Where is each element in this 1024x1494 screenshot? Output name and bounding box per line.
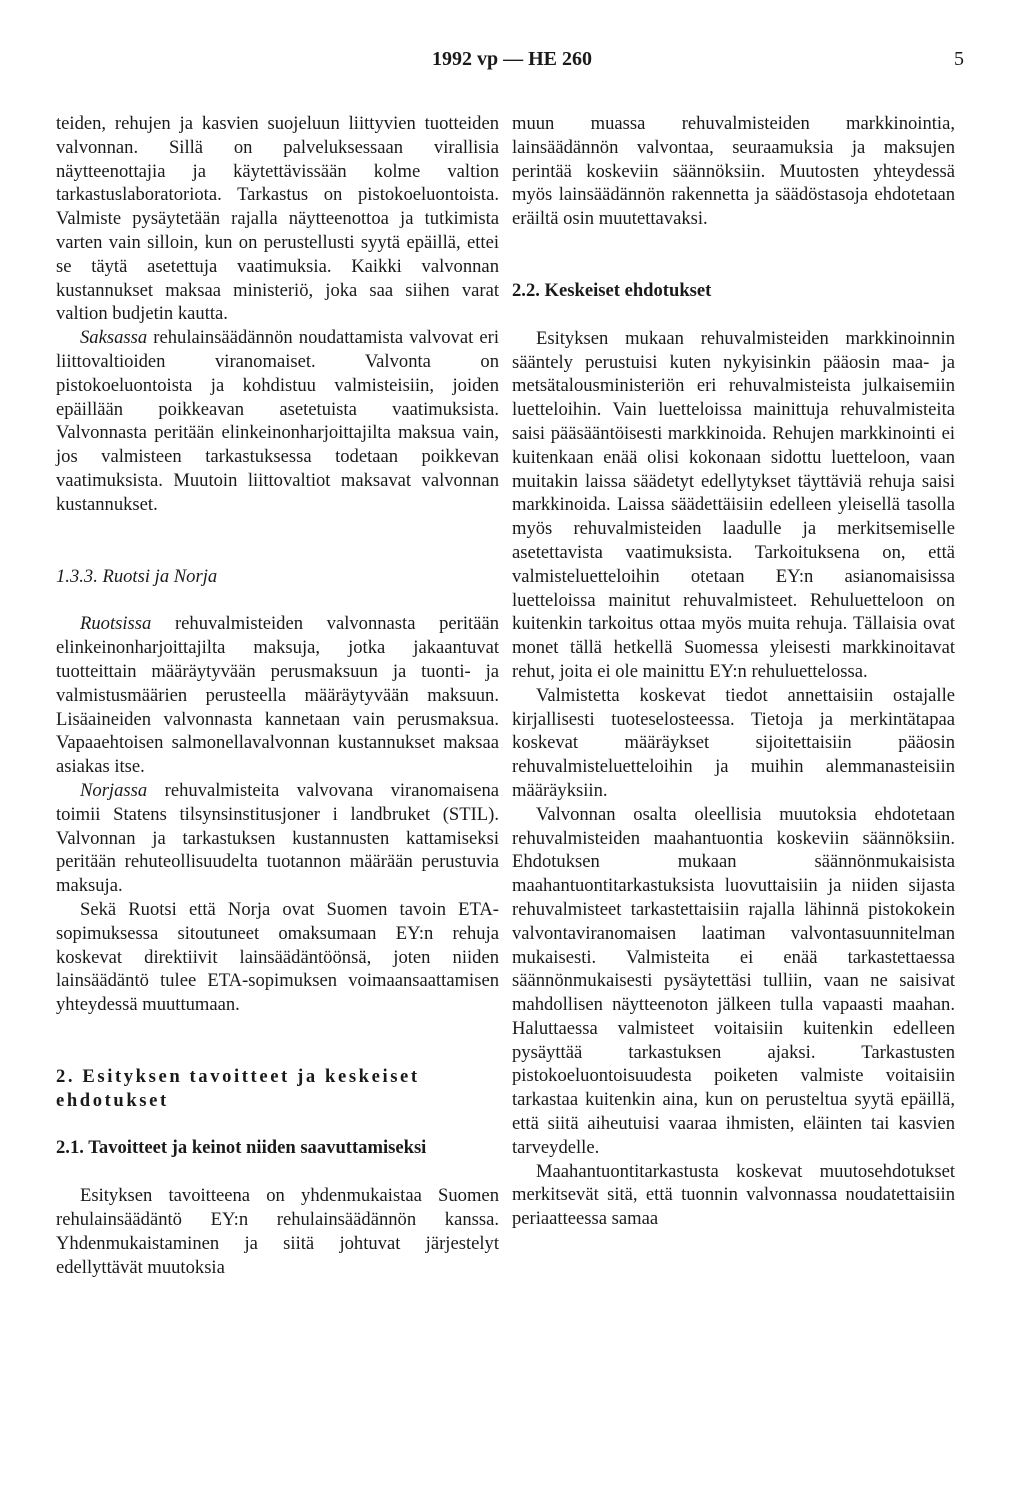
paragraph: muun muassa rehuvalmisteiden markkinointia, lainsäädännön valvontaa, seuraamuksia ja maksujen perintää koskeviin säännöksiin. Muutosten yhteydessä myös lainsäädännön rakennetta ja säädöstasoja ehdotetaan eräiltä osin muutettavaksi. — [512, 113, 955, 230]
country-lead: Saksassa — [80, 327, 148, 349]
paragraph — [56, 779, 499, 898]
paragraph: Valvonnan osalta oleellisia muutoksia ehdotetaan rehuvalmisteiden maahantuontia koskeviin säännöksiin. Ehdotuksen mukaan säännönmukaisista maahantuontitarkastuksista luovuttaisiin ja niiden sijasta rehuvalmisteet tarkastettaisiin rajalla lähinnä pistokokein valvontaviranomaisen laatiman valvontasuunnitelman mukaisesti. Valmisteita ei enää tarkastettaessa säännönmukaisesti pysäytettäsi tulliin, vaan ne saisivat mahdollisen näytteenoton jälkeen tulla vapaasti maahan. Haluttaessa valmisteet voitaisiin kuitenkin edelleen pysäyttää tarkastuksen ajaksi. Tarkastusten pistokoeluontoisuudesta poiketen valmiste voitaisiin tarkastaa kuitenkin aina, kun on perusteltua syytä epäillä, että siitä aiheutuisi vaaraa ihmisten, eläinten tai kasvien tarveydelle. — [512, 803, 955, 1158]
paragraph: Sekä Ruotsi että Norja ovat Suomen tavoin ETA-sopimuksessa sitoutuneet omaksumaan EY:n rehuja koskevat direktiivit lainsäädäntöönsä, joten niiden lainsäädäntö tulee ETA-sopimuksen voimaansaattamisen yhteydessä muuttumaan. — [56, 898, 499, 1016]
document-title: 1992 vp — HE 260 — [431, 48, 593, 70]
page-header — [0, 48, 1024, 88]
paragraph: Maahantuontitarkastusta koskevat muutosehdotukset merkitsevät sitä, että tuonnin valvonnassa noudatettaisiin periaatteessa samaa — [512, 1160, 955, 1230]
section-heading-2-2: 2.2. Keskeiset ehdotukset — [512, 279, 712, 301]
paragraph: Esityksen tavoitteena on yhdenmukaistaa Suomen rehulainsäädäntö EY:n rehulainsäädännön kanssa. Yhdenmukaistaminen ja siitä johtuvat järjestelyt edellyttävät muutoksia — [56, 1185, 499, 1278]
paragraph — [56, 612, 499, 779]
country-lead: Norjassa — [80, 779, 148, 801]
paragraph: Valmistetta koskevat tiedot annettaisiin ostajalle kirjallisesti tuoteselosteessa. Tietoja ja merkintätapaa koskevat määräykset sijoitettaisiin pääosin rehuvalmisteluetteloihin ja muihin alemmanasteisiin määräyksiin. — [512, 684, 955, 801]
section-heading-2: 2. Esityksen tavoitteet ja keskeiset ehdotukset — [56, 1065, 420, 1111]
right-column — [512, 112, 955, 1231]
section-heading-2-1: 2.1. Tavoitteet ja keinot niiden saavuttamiseksi — [56, 1137, 427, 1159]
page-number: 5 — [954, 48, 964, 70]
paragraph-text: rehuvalmisteita valvovana viranomaisena toimii Statens tilsynsinstitusjoner i landbruket (STIL). Valvonnan ja tarkastuksen kustannusten kattamiseksi peritään rehuteollisuudelta tuotannon määrään perustuvia maksuja. — [56, 779, 499, 897]
paragraph — [56, 326, 499, 516]
paragraph: teiden, rehujen ja kasvien suojeluun liittyvien tuotteiden valvonnan. Sillä on palveluksessaan virallisia näytteenottajia ja käytettävissään kolme valtion tarkastuslaboratoriota. Tarkastus on pistokoeluontoista. Valmiste pysäytetään rajalla näytteenottoa ja tutkimista varten vain silloin, kun on perustellusti syytä epäillä, ettei se täytä asetettuja vaatimuksia. Kaikki valvonnan kustannukset maksaa ministeriö, joka saa siihen varat valtion budjetin kautta. — [56, 113, 499, 325]
paragraph: Esityksen mukaan rehuvalmisteiden markkinoinnin sääntely perustuisi kuten nykyisinkin pääosin maa- ja metsätalousministeriön eri rehuvalmisteista julkaisemiin luetteloihin. Vain luetteloissa mainittuja rehuvalmisteita saisi pääsääntöisesti markkinoida. Rehujen markkinointi ei kuitenkaan enää olisi kokonaan sidottu luetteloon, vaan muitakin laissa säädetyt edellytykset täyttäviä rehuja saisi markkinoida. Laissa säädettäisiin edelleen yleisellä tasolla myös rehuvalmisteiden laadulle ja merkitsemiselle asetettavista vaatimuksista. Tarkoituksena on, että valmisteluetteloihin otetaan EY:n asianomaisissa luetteloissa mainitut rehuvalmisteet. Rehuluetteloon on kuitenkin tarkoitus ottaa myös muita rehuja. Tällaisia ovat monet tällä hetkellä Suomessa yleisesti markkinoitavat rehut, joita ei ole mainittu EY:n rehuluettelossa. — [512, 327, 955, 682]
country-lead: Ruotsissa — [80, 613, 152, 635]
section-heading-1-3-3: 1.3.3. Ruotsi ja Norja — [56, 565, 218, 587]
left-column — [56, 112, 499, 1279]
paragraph-text: rehulainsäädännön noudattamista valvovat eri liittovaltioiden viranomaiset. Valvonta on pistokoeluontoista ja kohdistuu valmisteisiin, joiden epäillään poikkeavan asetetuista vaatimuksista. Valvonnasta peritään elinkeinonharjoittajilta maksua vain, jos valmisteen tarkastuksessa todetaan poikkevan vaatimuksista. Muutoin liittovaltiot maksavat valvonnan kustannukset. — [56, 327, 499, 515]
paragraph-text: rehuvalmisteiden valvonnasta peritään elinkeinonharjoittajilta maksuja, jotka jakaantuvat tuotteittain määräytyvään perusmaksuun ja tuonti- ja valmistusmäärien perusteella määräytyvään maksuun. Lisäaineiden valvonnasta kannetaan vain perusmaksua. Vapaaehtoisen salmonellavalvonnan kustannukset maksaa asiakas itse. — [56, 613, 499, 778]
